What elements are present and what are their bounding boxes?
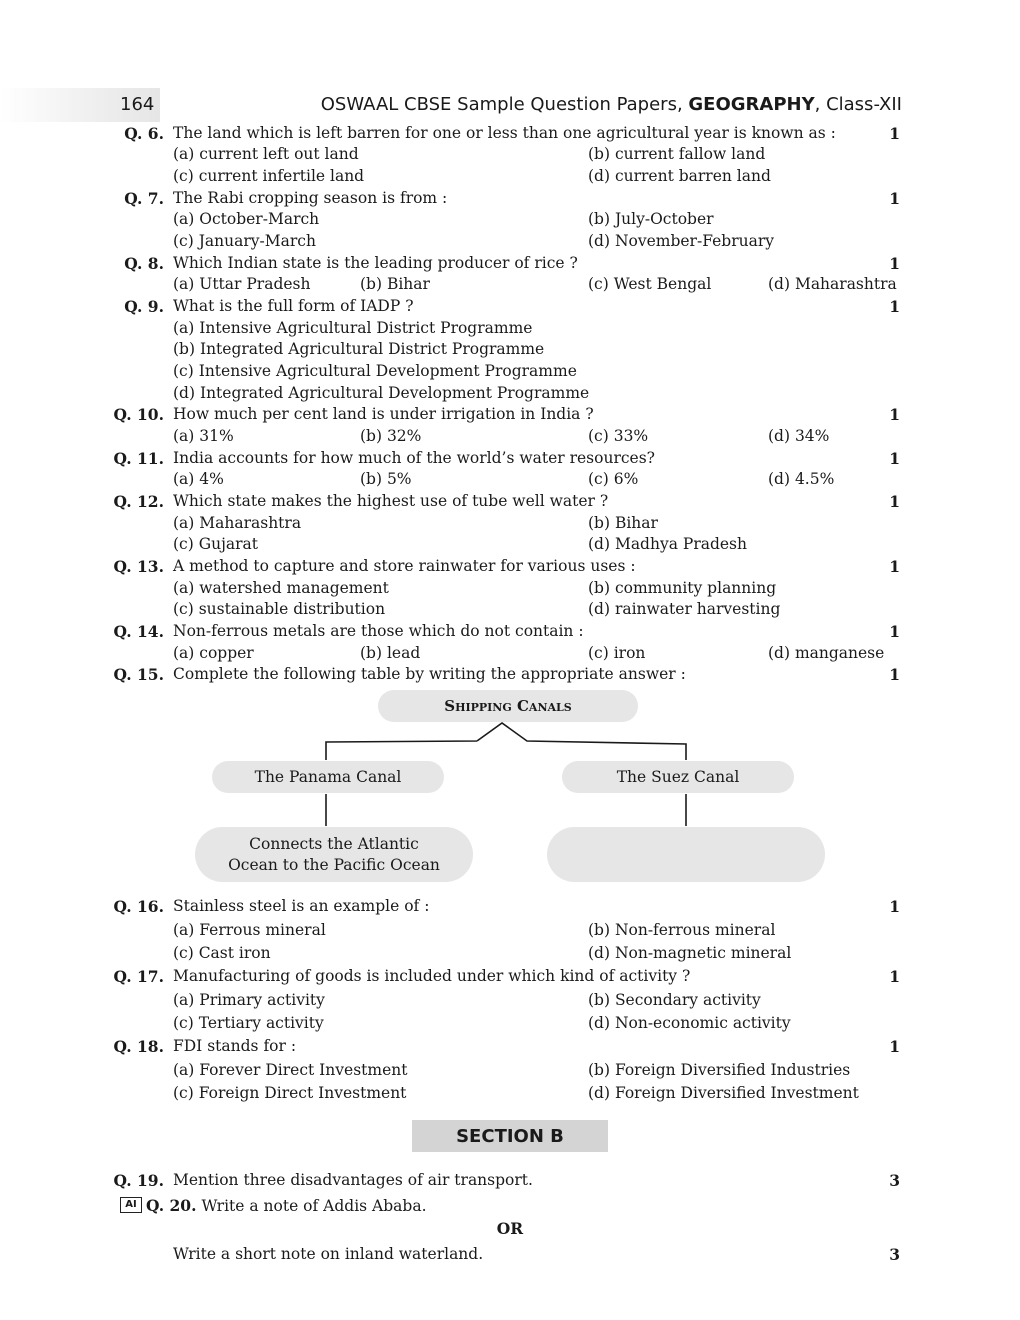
question-number: Q. 19. [113,1171,164,1190]
question-text: The land which is left barren for one or less than one agricultural year is known as : [173,124,836,142]
question-number: Q. 17. [113,967,164,986]
diagram-right-label: The Suez Canal [616,767,740,786]
question-marks: 1 [889,897,900,916]
question-text: Which Indian state is the leading producer of rice ? [173,254,578,272]
option-d: (d) November-February [588,232,775,250]
or-divider: OR [496,1219,524,1238]
title-suffix: , Class-XII [814,94,902,115]
title-subject: GEOGRAPHY [688,94,815,115]
question-text: Manufacturing of goods is included under which kind of activity ? [173,967,691,985]
question-number: Q. 20. [146,1196,197,1215]
question-20 [146,1195,427,1217]
question-text: India accounts for how much of the world’s water resources? [173,449,655,467]
question-number: Q. 18. [113,1037,164,1056]
question-text: The Rabi cropping season is from : [173,189,448,207]
question-number: Q. 16. [113,897,164,916]
option-b: (b) 5% [360,470,412,488]
option-b: (b) Bihar [360,275,430,293]
option-b: (b) 32% [360,427,422,445]
question-number: Q. 15. [113,665,164,684]
question-text: Stainless steel is an example of : [173,897,430,915]
question-number: Q. 7. [124,189,164,208]
diagram-left-detail [195,827,473,882]
option-c: (c) January-March [173,232,316,250]
option-c: (c) iron [588,644,646,662]
diagram-left-detail-line-2: Ocean to the Pacific Ocean [228,855,440,874]
question-text: Which state makes the highest use of tube well water ? [173,492,609,510]
question-text: Non-ferrous metals are those which do not contain : [173,622,584,640]
question-number: Q. 8. [124,254,164,273]
question-text: Complete the following table by writing the appropriate answer : [173,665,686,683]
option-a: (a) copper [173,644,254,662]
option-c: (c) West Bengal [588,275,712,293]
question-text: Write a short note on inland waterland. [173,1245,484,1263]
question-text: A method to capture and store rainwater for various uses : [173,557,636,575]
option-d: (d) 34% [768,427,830,445]
question-number: Q. 6. [124,124,164,143]
option-b: (b) Integrated Agricultural District Programme [173,340,545,358]
option-b: (b) Bihar [588,514,658,532]
title-prefix: OSWAAL CBSE Sample Question Papers, [320,94,689,115]
question-17 [110,966,900,987]
option-d: (d) manganese [768,644,885,662]
option-c: (c) Cast iron [173,944,271,962]
ai-badge-icon: AI [120,1197,142,1213]
option-c: (c) Intensive Agricultural Development Programme [173,362,577,380]
option-d: (d) Madhya Pradesh [588,535,747,553]
question-text: FDI stands for : [173,1037,297,1055]
question-marks: 1 [889,254,900,273]
option-b: (b) July-October [588,210,714,228]
diagram-root-node [378,690,638,722]
question-marks: 3 [889,1171,900,1190]
option-a: (a) 4% [173,470,224,488]
question-marks: 1 [889,449,900,468]
question-text: Write a note of Addis Ababa. [201,1197,427,1215]
question-18 [110,1036,900,1057]
question-marks: 1 [889,492,900,511]
option-c: (c) Gujarat [173,535,258,553]
question-number: Q. 14. [113,622,164,641]
option-a: (a) Primary activity [173,991,325,1009]
option-a: (a) current left out land [173,145,359,163]
option-a: (a) Ferrous mineral [173,921,326,939]
option-b: (b) current fallow land [588,145,766,163]
diagram-left-detail-line-1: Connects the Atlantic [249,834,419,853]
option-b: (b) Secondary activity [588,991,761,1009]
question-number: Q. 13. [113,557,164,576]
option-c: (c) Tertiary activity [173,1014,324,1032]
root-connector [326,723,686,760]
page-number: 164 [120,94,155,115]
question-20-alternative [110,1244,900,1265]
option-a: (a) watershed management [173,579,389,597]
diagram-right-detail-blank [547,827,825,882]
question-marks: 1 [889,1037,900,1056]
question-marks: 1 [889,124,900,143]
option-a: (a) Uttar Pradesh [173,275,311,293]
diagram-right-node [562,761,794,793]
question-marks: 1 [889,622,900,641]
diagram-root-label: Shipping Canals [444,696,572,715]
section-heading: SECTION B [412,1120,608,1152]
question-number: Q. 11. [113,449,164,468]
question-16 [110,896,900,917]
option-d: (d) Maharashtra [768,275,897,293]
question-text: Mention three disadvantages of air transport. [173,1171,533,1189]
option-d: (d) Non-magnetic mineral [588,944,792,962]
option-d: (d) Integrated Agricultural Development Programme [173,384,590,402]
option-b: (b) community planning [588,579,777,597]
diagram-left-label: The Panama Canal [254,767,402,786]
option-d: (d) Foreign Diversified Investment [588,1084,859,1102]
diagram-left-node [212,761,444,793]
option-d: (d) current barren land [588,167,771,185]
question-marks: 1 [889,297,900,316]
option-b: (b) Non-ferrous mineral [588,921,776,939]
option-c: (c) Foreign Direct Investment [173,1084,407,1102]
question-text: What is the full form of IADP ? [173,297,414,315]
option-c: (c) sustainable distribution [173,600,386,618]
question-text: How much per cent land is under irrigation in India ? [173,405,594,423]
question-number: Q. 12. [113,492,164,511]
option-a: (a) 31% [173,427,234,445]
option-c: (c) 6% [588,470,639,488]
question-number: Q. 9. [124,297,164,316]
option-a: (a) Forever Direct Investment [173,1061,408,1079]
question-marks: 1 [889,967,900,986]
question-marks: 3 [889,1245,900,1264]
option-b: (b) Foreign Diversified Industries [588,1061,851,1079]
option-c: (c) 33% [588,427,649,445]
option-c: (c) current infertile land [173,167,365,185]
question-19 [110,1170,900,1191]
question-marks: 1 [889,665,900,684]
question-marks: 1 [889,557,900,576]
option-d: (d) rainwater harvesting [588,600,781,618]
option-d: (d) 4.5% [768,470,835,488]
question-number: Q. 10. [113,405,164,424]
question-marks: 1 [889,189,900,208]
option-b: (b) lead [360,644,421,662]
option-a: (a) October-March [173,210,320,228]
option-a: (a) Intensive Agricultural District Programme [173,319,533,337]
option-d: (d) Non-economic activity [588,1014,791,1032]
question-marks: 1 [889,405,900,424]
option-a: (a) Maharashtra [173,514,302,532]
